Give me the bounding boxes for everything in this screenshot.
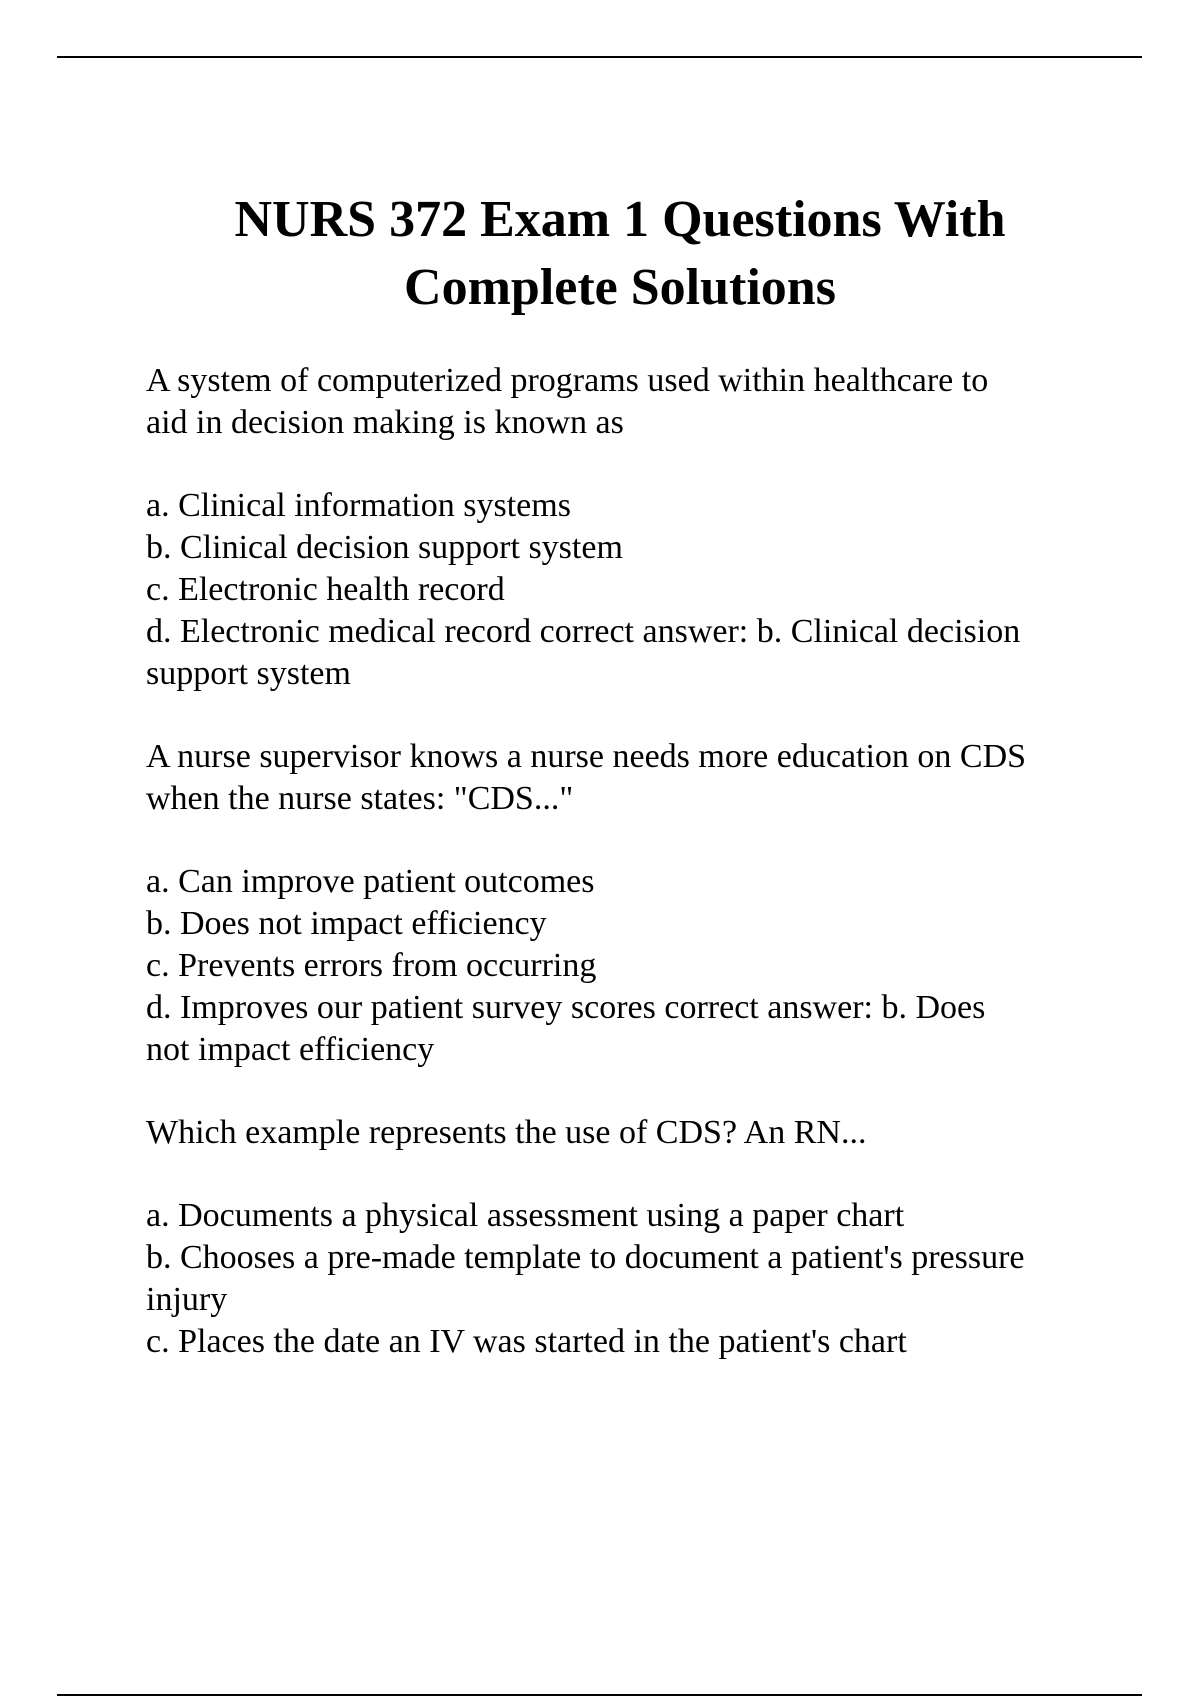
document-body	[146, 360, 1086, 1363]
answer-option: a. Clinical information systems	[146, 487, 571, 524]
answer-option: d. Electronic medical record correct answer: b. Clinical decision	[146, 613, 1021, 650]
question-stem-line: A nurse supervisor knows a nurse needs more education on CDS	[146, 738, 1027, 775]
question-stem-line: when the nurse states: "CDS..."	[146, 780, 574, 817]
top-rule	[57, 56, 1142, 58]
answer-option: b. Does not impact efficiency	[146, 905, 547, 942]
bottom-rule	[57, 1694, 1142, 1696]
question-3	[146, 1112, 1086, 1363]
question-stem-line: aid in decision making is known as	[146, 404, 624, 441]
question-stem-line: A system of computerized programs used within healthcare to	[146, 362, 989, 399]
document-title	[120, 186, 1120, 322]
answer-option: c. Prevents errors from occurring	[146, 947, 597, 984]
answer-option: not impact efficiency	[146, 1031, 435, 1068]
title-line: Complete Solutions	[404, 259, 836, 316]
question-1	[146, 360, 1086, 695]
question-stem-line: Which example represents the use of CDS? An RN...	[146, 1114, 867, 1151]
answer-option: support system	[146, 655, 351, 692]
answer-option: d. Improves our patient survey scores correct answer: b. Does	[146, 989, 986, 1026]
question-2	[146, 736, 1086, 1071]
answer-option: c. Places the date an IV was started in the patient's chart	[146, 1323, 907, 1360]
answer-option: a. Documents a physical assessment using a paper chart	[146, 1197, 905, 1234]
answer-option: c. Electronic health record	[146, 571, 505, 608]
answer-option: b. Chooses a pre-made template to document a patient's pressure	[146, 1239, 1025, 1276]
answer-option: injury	[146, 1281, 228, 1318]
title-line: NURS 372 Exam 1 Questions With	[234, 191, 1006, 248]
answer-option: b. Clinical decision support system	[146, 529, 623, 566]
answer-option: a. Can improve patient outcomes	[146, 863, 595, 900]
